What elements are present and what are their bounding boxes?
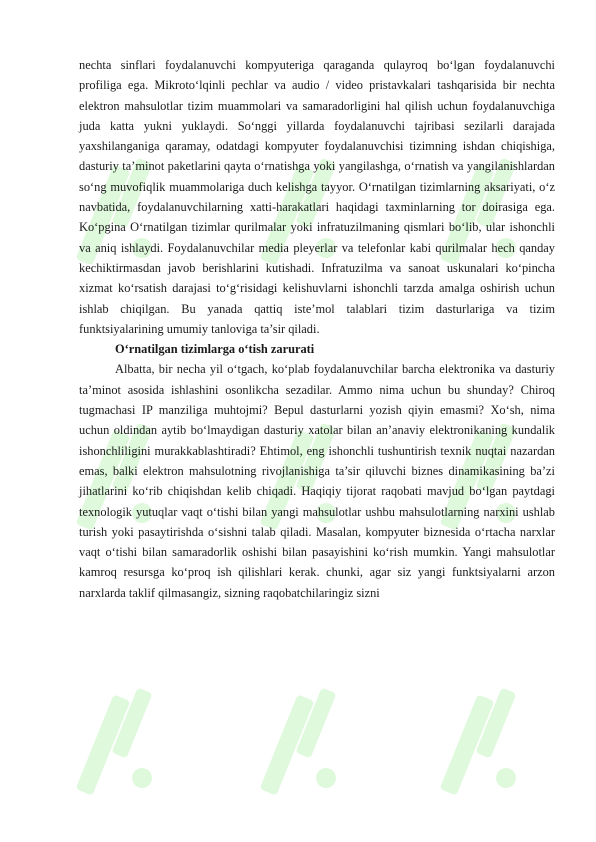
watermark-logo-icon bbox=[76, 680, 166, 810]
watermark-logo-icon bbox=[260, 680, 350, 810]
watermark-logo-icon bbox=[440, 680, 530, 810]
document-body bbox=[79, 55, 555, 603]
body-paragraph-continued: nechta sinflari foydalanuvchi kompyuteriga qaraganda qulayroq bo‘lgan foydalanuvchi profiliga ega. Mikroto‘lqinli pechlar va audio / video pristavkalari tashqarisida bir nechta elektron mahsulotlar tizim muammolari va samaradorligini hal qilish uchun foydalanuvchiga juda katta yukni yuklaydi. So‘nggi yillarda foydalanuvchi tajribasi sezilarli darajada yaxshilanganiga qaramay, odatdagi kompyuter foydalanuvchisi tizimning ishdan chiqishiga, dasturiy ta’minot paketlarini qayta o‘rnatishga yoki yangilashga, o‘rnatish va yangilanishlardan so‘ng muvofiqlik muammolariga duch kelishga tayyor. O‘rnatilgan tizimlarning aksariyati, o‘z navbatida, foydalanuvchilarning xatti-harakatlari haqidagi taxminlarning tor doirasiga ega. Ko‘pgina O‘rnatilgan tizimlar qurilmalar yoki infratuzilmaning qismlari bo‘lib, ular ishonchli va aniq ishlaydi. Foydalanuvchilar media pleyerlar va telefonlar kabi qurilmalar hech qanday kechiktirmasdan javob berishlarini kutishadi. Infratuzilma va sanoat uskunalari ko‘pincha xizmat ko‘rsatish darajasi to‘g‘risidagi kelishuvlarni ishonchli tarzda amalga oshirish uchun ishlab chiqilgan. Bu yanada qattiq iste’mol talablari tizim dasturlariga va tizim funktsiyalarining umumiy tanloviga ta’sir qiladi. bbox=[79, 58, 555, 336]
section-heading: O‘rnatilgan tizimlarga o‘tish zarurati bbox=[115, 342, 315, 357]
body-paragraph: Albatta, bir necha yil o‘tgach, ko‘plab foydalanuvchilar barcha elektronika va dasturiy ta’minot asosida ishlashini osonlikcha sezadilar. Ammo nima uchun bu shunday? Chiroq tugmachasi IP manziliga muhtojmi? Bepul dasturlarni yozish qiyin emasmi? Xo‘sh, nima uchun oldindan aytib bo‘lmaydigan dasturiy xatolar bilan an’anaviy elektronikaning kundalik ishonchliligini murakkablashtiradi? Ehtimol, eng ishonchli tushuntirish texnik nuqtai nazardan emas, balki elektron mahsulotning rivojlanishiga ta’sir qiluvchi biznes dinamikasining ba’zi jihatlarini ko‘rib chiqishdan kelib chiqadi. Haqiqiy tijorat raqobati mavjud bo‘lgan paytdagi texnologik yutuqlar vaqt o‘tishi bilan yangi mahsulotlar ushbu mahsulotlarning narxini ushlab turish yoki pasaytirishda o‘sishni talab qiladi. Masalan, kompyuter biznesida o‘rtacha narxlar vaqt o‘tishi bilan samaradorlik oshishi bilan pasayishini ko‘rish mumkin. Yangi mahsulotlar kamroq resursga ko‘proq ish qilishlari kerak. chunki, agar siz yangi funktsiyalarni arzon narxlarda taklif qilmasangiz, sizning raqobatchilaringiz sizni bbox=[79, 362, 555, 600]
